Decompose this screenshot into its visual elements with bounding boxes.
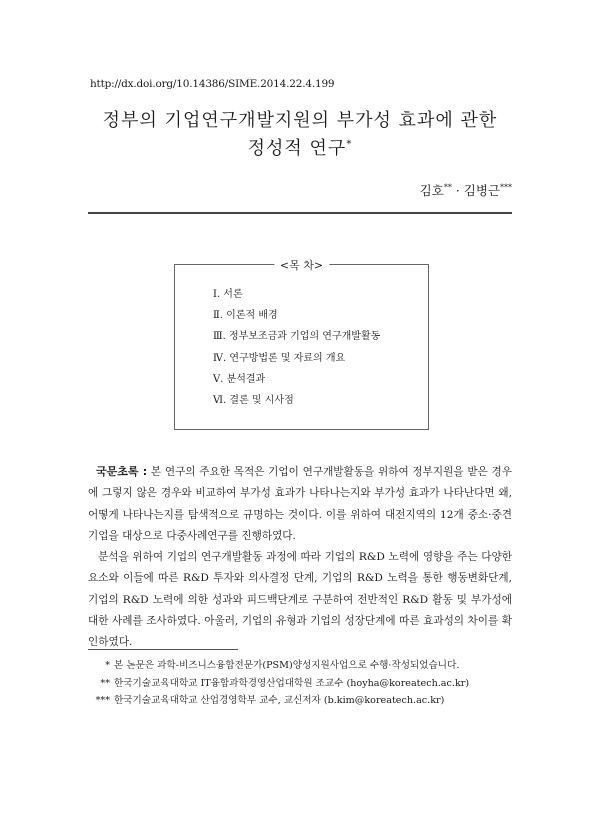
paper-title-text-1: 정부의 기업연구개발지원의 부가성 효과에 관한 xyxy=(102,110,498,131)
author-mark: ** xyxy=(443,182,452,192)
title-footnote-mark: * xyxy=(346,139,353,150)
author-name: 김호 xyxy=(419,183,444,198)
toc-item: Ⅱ. 이론적 배경 xyxy=(213,310,278,322)
paper-title-line1 xyxy=(60,106,540,132)
toc-list xyxy=(213,287,380,414)
paper-title-line2 xyxy=(60,134,540,160)
footnote-mark: * xyxy=(105,660,110,671)
toc-title: <목 차> xyxy=(274,257,329,273)
footnotes xyxy=(88,657,469,710)
footnote xyxy=(88,692,469,710)
toc-item: Ⅵ. 결론 및 시사점 xyxy=(213,394,294,406)
abstract-paragraph xyxy=(88,461,512,547)
footnote xyxy=(88,675,469,693)
toc-item: Ⅰ. 서론 xyxy=(213,289,243,300)
footnote-mark: *** xyxy=(95,695,110,706)
author-mark: *** xyxy=(500,182,512,192)
author-line xyxy=(420,181,512,199)
author-separator: · xyxy=(455,183,460,198)
abstract-text-1: 본 연구의 주요한 목적은 기업이 연구개발활동을 위하여 정부지원을 받은 경우에 그렇지 않은 경우와 비교하여 부가성 효과가 나타나는지와 부가성 효과가 나타난다면 왜, 어떻게 나타나는지를 탐색적으로 규명하는 것이다. 이를 위하여 대전지역의 12개 중소·중견기업을 대상으로 다중사례연구를 진행하였다. xyxy=(88,466,512,542)
toc-item: Ⅳ. 연구방법론 및 자료의 개요 xyxy=(213,352,346,364)
author-name: 김병근 xyxy=(463,183,500,198)
footnote-mark: ** xyxy=(100,677,110,689)
abstract xyxy=(88,461,512,654)
footnote-divider xyxy=(88,649,238,650)
footnote xyxy=(88,657,469,675)
title-divider xyxy=(88,212,512,214)
toc-item: Ⅲ. 정부보조금과 기업의 연구개발활동 xyxy=(213,331,381,343)
abstract-paragraph: 분석을 위하여 기업의 연구개발활동 과정에 따라 기업의 R&D 노력에 영향을 주는 다양한 요소와 이들에 따른 R&D 투자와 의사결정 단계, 기업의 R&D 노력을 통한 행동변화단계, 기업의 R&D 노력에 의한 성과와 피드백단계로 구분하여 전반적인 R&D 활동 및 부가성에 대한 사례를 조사하였다. 아울러, 기업의 유형과 기업의 성장단계에 따른 효과성의 차이를 확인하였다. xyxy=(88,551,512,649)
footnote-text: 한국기술교육대학교 산업경영학부 교수, 교신저자 (b.kim@koreatech.ac.kr) xyxy=(114,695,445,706)
doi-link[interactable]: http://dx.doi.org/10.14386/SIME.2014.22.4.199 xyxy=(90,78,335,90)
table-of-contents xyxy=(174,259,429,430)
footnote-text: 한국기술교육대학교 IT융합과학경영산업대학원 조교수 (hoyha@koreatech.ac.kr) xyxy=(114,677,470,689)
toc-item: Ⅴ. 분석결과 xyxy=(213,373,266,385)
abstract-label: 국문초록 : xyxy=(96,465,148,478)
footnote-text: 본 논문은 과학-비즈니스융합전문가(PSM)양성지원사업으로 수행·작성되었습니다. xyxy=(114,660,460,671)
paper-title-text-2: 정성적 연구 xyxy=(247,138,347,159)
